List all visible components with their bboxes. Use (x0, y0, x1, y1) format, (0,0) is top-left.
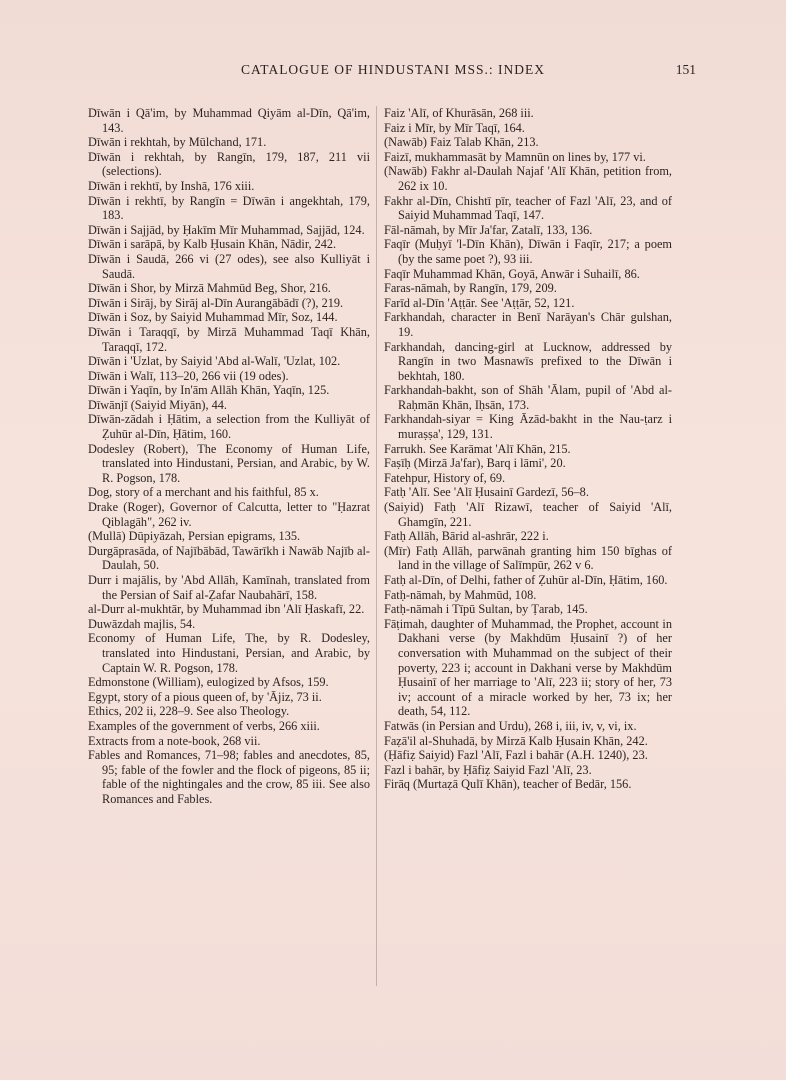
index-entry: Faṣīḥ (Mirzā Ja'far), Barq i lāmi', 20. (384, 456, 566, 471)
index-entry: Extracts from a note-book, 268 vii. (88, 733, 261, 748)
index-entry: Fatḥ-nāmah, by Mahmūd, 108. (384, 587, 537, 602)
index-column-left (88, 106, 370, 807)
index-entry: Fāṭimah, daughter of Muhammad, the Prophet, account in Dakhani verse (by Makhdūm Ḥusainī ?) of her conversation with Muhammad on the subject of their poverty, 223 i; account in Dakhani verse by Makhdūm Ḥusainī of her marriage to 'Alī, 223 ii; story of her, 73 iv; account of a miracle worked by her, 73 ix; her death, 54, 112. (384, 616, 672, 719)
index-entry: Fatḥ al-Dīn, of Delhi, father of Ẓuhūr al-Dīn, Ḥātim, 160. (384, 573, 668, 587)
index-entry: Dīwān i rekhtī, by Inshā, 176 xiii. (88, 178, 255, 193)
index-entry: Farīd al-Dīn 'Aṭṭār. See 'Aṭṭār, 52, 121. (384, 295, 575, 310)
index-entry: Dīwān i Shor, by Mirzā Mahmūd Beg, Shor, 216. (88, 281, 331, 296)
index-entry: Dīwān i Soz, by Saiyid Muhammad Mīr, Soz, 144. (88, 310, 338, 325)
index-entry: Farkhandah-siyar = King Āzād-bakht in the Nau-ṭarz i muraṣṣa', 129, 131. (384, 412, 672, 442)
index-entry: Examples of the government of verbs, 266 xiii. (88, 718, 320, 733)
index-entry: Faizī, mukhammasāt by Mamnūn on lines by, 177 vi. (384, 149, 646, 164)
index-entry: Duwāzdah majlis, 54. (88, 616, 196, 631)
index-entry: Farkhandah, dancing-girl at Lucknow, addressed by Rangīn in two Masnawīs prefixed to the Dīwān i bekhtah, 180. (384, 339, 672, 383)
index-entry: Fatwās (in Persian and Urdu), 268 i, iii, iv, v, vi, ix. (384, 718, 637, 733)
index-entry: Dīwān i Sirāj, by Sirāj al-Dīn Aurangābādī (?), 219. (88, 295, 344, 310)
index-entry: Farrukh. See Karāmat 'Alī Khān, 215. (384, 441, 571, 456)
index-entry: Dīwān i rekhtah, by Rangīn, 179, 187, 211 vii (selections). (88, 149, 370, 179)
index-entry: Faẓā'il al-Shuhadā, by Mirzā Kalb Ḥusain Khān, 242. (384, 733, 648, 748)
index-entry: Economy of Human Life, The, by R. Dodesley, translated into Hindustani, Persian, and Arabic, by Captain W. R. Pogson, 178. (88, 631, 370, 675)
index-entry: Egypt, story of a pious queen of, by 'Ājiz, 73 ii. (88, 689, 322, 704)
index-entry: (Ḥāfiẓ Saiyid) Fazl 'Alī, Fazl i bahār (A.H. 1240), 23. (384, 748, 648, 763)
index-entry: Fatḥ-nāmah i Tīpū Sultan, by Ṭarab, 145. (384, 602, 588, 617)
index-entry: Dīwānjī (Saiyid Miyān), 44. (88, 397, 228, 412)
index-entry: Dīwān-zādah i Ḥātim, a selection from the Kulliyāt of Ẓuhūr al-Dīn, Ḥātim, 160. (88, 412, 370, 442)
index-entry: Dīwān i Yaqīn, by In'ām Allāh Khān, Yaqīn, 125. (88, 383, 330, 398)
index-entry: (Mīr) Fatḥ Allāh, parwānah granting him 150 bīghas of land in the village of Salīmpūr, 262 v 6. (384, 543, 672, 573)
index-entry: Faqīr Muhammad Khān, Goyā, Anwār i Suhailī, 86. (384, 266, 640, 281)
index-entry: Farkhandah-bakht, son of Shāh 'Ālam, pupil of 'Abd al-Raḥmān Khān, Iḥsān, 173. (384, 383, 672, 412)
index-entry: (Nawāb) Fakhr al-Daulah Najaf 'Alī Khān, petition from, 262 ix 10. (384, 164, 672, 193)
column-divider (376, 106, 377, 986)
index-entry: Dog, story of a merchant and his faithful, 85 x. (88, 485, 319, 500)
index-entry: al-Durr al-mukhtār, by Muhammad ibn 'Alī Ḥaskafī, 22. (88, 602, 365, 617)
index-entry: Dīwān i sarāpā, by Kalb Ḥusain Khān, Nādir, 242. (88, 237, 337, 252)
index-entry: Fatḥ 'Alī. See 'Alī Ḥusainī Gardezī, 56–8. (384, 485, 589, 500)
index-entry: Faiz i Mīr, by Mīr Taqī, 164. (384, 120, 525, 135)
index-entry: Edmonstone (William), eulogized by Afsos, 159. (88, 675, 329, 690)
index-column-right (384, 106, 672, 792)
index-entry: Farkhandah, character in Benī Narāyan's Chār gulshan, 19. (384, 310, 672, 339)
index-entry: Fāl-nāmah, by Mīr Ja'far, Zatalī, 133, 136. (384, 222, 593, 237)
running-title: CATALOGUE OF HINDUSTANI MSS.: INDEX (241, 62, 545, 77)
index-entry: Drake (Roger), Governor of Calcutta, letter to "Ḥazrat Qiblagāh", 262 iv. (88, 500, 370, 529)
index-entry: Ethics, 202 ii, 228–9. See also Theology. (88, 704, 290, 719)
index-entry: Fables and Romances, 71–98; fables and anecdotes, 85, 95; fable of the fowler and the flock of pigeons, 85 ii; fable of the nightingales and the crow, 85 iii. See also Romances and Fables. (88, 748, 370, 806)
index-entry: Fazl i bahār, by Ḥāfiẓ Saiyid Fazl 'Alī, 23. (384, 762, 592, 777)
index-entry: (Saiyid) Fatḥ 'Alī Rizawī, teacher of Saiyid 'Alī, Ghamgīn, 221. (384, 500, 672, 529)
index-entry: Dīwān i Qā'im, by Muhammad Qiyām al-Dīn, Qā'im, 143. (88, 106, 370, 135)
index-entry: Firāq (Murtaẓā Qulī Khān), teacher of Bedār, 156. (384, 777, 632, 792)
index-entry: Dīwān i rekhtī, by Rangīn = Dīwān i angekhtah, 179, 183. (88, 193, 370, 223)
index-entry: Dīwān i Saudā, 266 vi (27 odes), see also Kulliyāt i Saudā. (88, 251, 370, 281)
index-entry: Faiz 'Alī, of Khurāsān, 268 iii. (384, 106, 534, 120)
index-entry: Dīwān i Sajjād, by Ḥakīm Mīr Muhammad, Sajjād, 124. (88, 222, 365, 237)
index-entry: Faras-nāmah, by Rangīn, 179, 209. (384, 281, 557, 296)
index-entry: (Nawāb) Faiz Talab Khān, 213. (384, 135, 539, 150)
page-number: 151 (675, 62, 696, 77)
index-entry: Durgāprasāda, of Najībābād, Tawārīkh i Nawāb Najīb al-Daulah, 50. (88, 543, 370, 573)
index-entry: Dīwān i rekhtah, by Mūlchand, 171. (88, 135, 267, 150)
page-header (0, 62, 786, 84)
index-entry: Faqīr (Muḥyī 'l-Dīn Khān), Dīwān i Faqīr, 217; a poem (by the same poet ?), 93 iii. (384, 237, 672, 266)
index-entry: Fatḥ Allāh, Bārid al-ashrār, 222 i. (384, 529, 549, 544)
index-entry: Dodesley (Robert), The Economy of Human Life, translated into Hindustani, Persian, and Arabic, by W. R. Pogson, 178. (88, 441, 370, 485)
index-entry: Dīwān i 'Uzlat, by Saiyid 'Abd al-Walī, 'Uzlat, 102. (88, 354, 341, 369)
index-entry: Dīwān i Taraqqī, by Mirzā Muhammad Taqī Khān, Taraqqī, 172. (88, 324, 370, 354)
index-entry: (Mullā) Dūpiyāzah, Persian epigrams, 135. (88, 529, 301, 544)
index-entry: Dīwān i Walī, 113–20, 266 vii (19 odes). (88, 368, 289, 383)
index-entry: Durr i majālis, by 'Abd Allāh, Kamīnah, translated from the Persian of Saif al-Ẓafar Naubahārī, 158. (88, 573, 370, 602)
index-entry: Fatehpur, History of, 69. (384, 470, 506, 485)
index-entry: Fakhr al-Dīn, Chishtī pīr, teacher of Fazl 'Alī, 23, and of Saiyid Muhammad Taqī, 147. (384, 193, 672, 223)
